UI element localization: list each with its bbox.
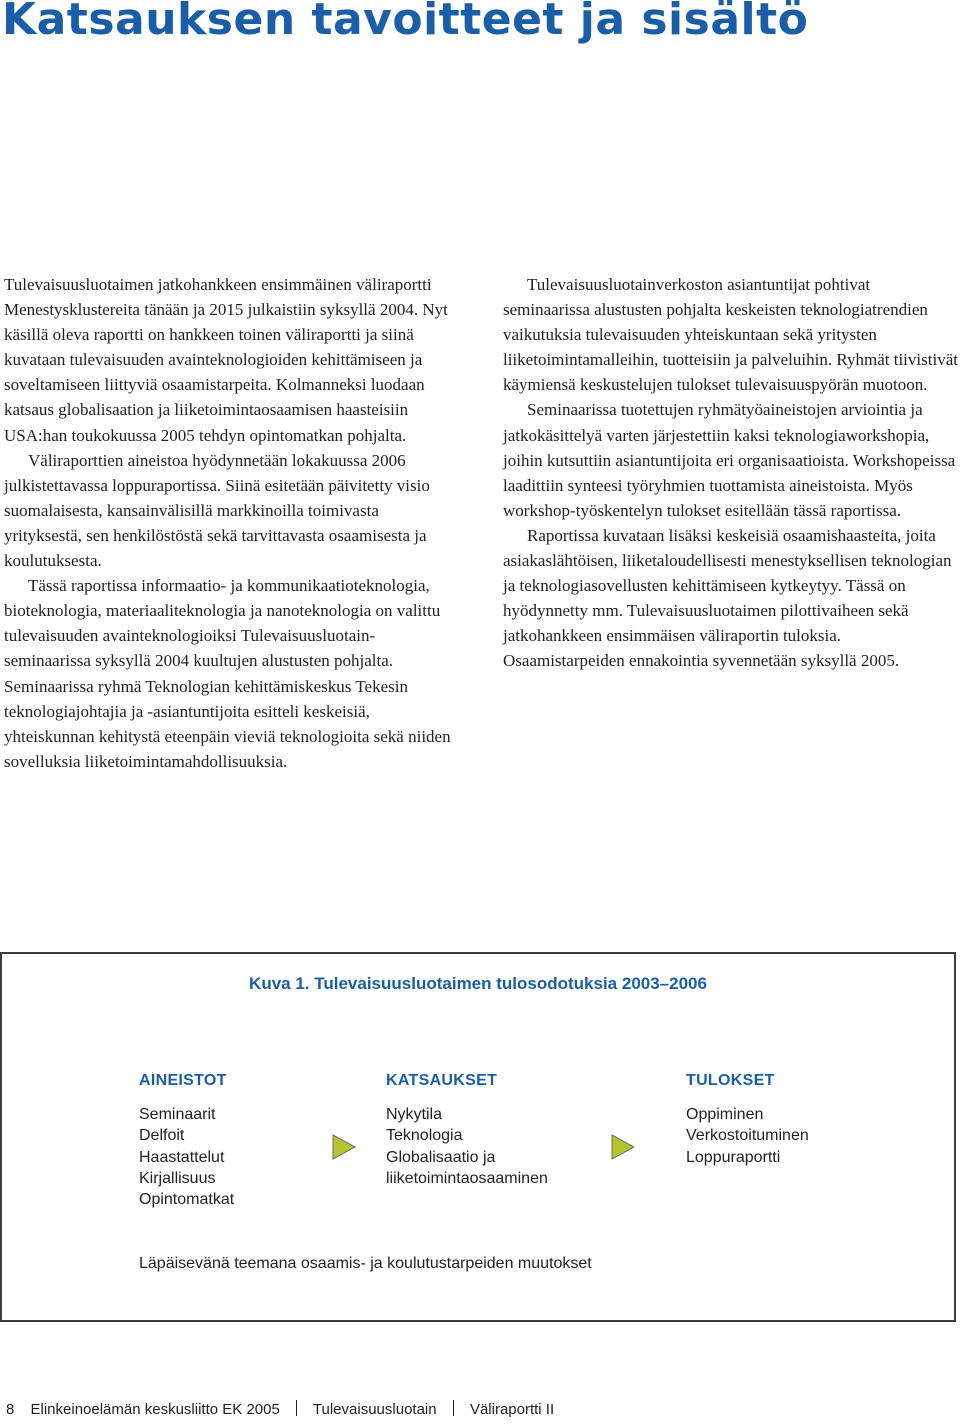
footer-series: Tulevaisuusluotain	[312, 1401, 437, 1418]
figure-column-katsaukset	[386, 1072, 548, 1189]
page-footer	[6, 1400, 554, 1418]
figure-footer-text: Läpäisevänä teemana osaamis- ja koulutustarpeiden muutokset	[139, 1255, 592, 1272]
figure-list-item: Verkostoituminen	[686, 1127, 809, 1145]
paragraph: Seminaarissa tuotettujen ryhmätyöaineistojen arviointia ja jatkokäsittelyä varten järjestettiin kaksi teknologiaworkshopia, joihin kutsuttiin asiantuntijoita eri organisaatioista. Workshopeissa laadittiin synteesi työryhmien tuottamista aineistoista. Myös workshop-työskentelyn tulokset esitellään tässä raportissa.	[503, 400, 956, 520]
paragraph: Tulevaisuusluotaimen jatkohankkeen ensimmäinen väliraportti Menestysklustereita tänään ja 2015 julkaistiin syksyllä 2004. Nyt käsillä oleva raportti on hankkeen toinen väliraportti ja siinä kuvataan tulevaisuuden avainteknologioiden kehittämiseen ja soveltamiseen liittyviä osaamistarpeita. Kolmanneksi luodaan katsaus globalisaation ja liiketoimintaosaamisen haasteisiin USA:han toukokuussa 2005 tehdyn opintomatkan pohjalta.	[4, 275, 448, 445]
figure-list-item: Nykytila	[386, 1106, 443, 1123]
paragraph: Tulevaisuusluotainverkoston asiantuntijat pohtivat seminaarissa alustusten pohjalta keskeisten teknologiatrendien vaikutuksia tulevaisuuden yhteiskuntaan sekä yritysten liiketoimintamalleihin, tuotteisiin ja palveluihin. Ryhmät tiivistivät käymiensä keskustelujen tulokset tulevaisuuspyörän muotoon.	[503, 275, 958, 395]
figure-list-item: Globalisaatio ja	[386, 1148, 496, 1166]
footer-separator	[296, 1400, 297, 1416]
figure-title: Kuva 1. Tulevaisuusluotaimen tulosodotuksia 2003–2006	[249, 974, 707, 993]
left-text-column	[4, 272, 459, 774]
paragraph: Väliraporttien aineistoa hyödynnetään lokakuussa 2006 julkistettavassa loppuraportissa. Siinä esitetään päivitetty visio suomalaisesta, kansainvälisillä markkinoilla toimivasta yrityksestä, sen henkilöstöstä sekä tarvittavasta osaamisesta ja koulutuksesta.	[4, 450, 430, 571]
arrow-right-icon	[332, 1134, 356, 1160]
figure-column-heading: KATSAUKSET	[386, 1072, 498, 1089]
figure-column-heading: TULOKSET	[686, 1072, 775, 1089]
arrow-shape	[612, 1135, 634, 1159]
page-title: Katsauksen tavoitteet ja sisältö	[2, 0, 809, 45]
footer-separator	[453, 1400, 454, 1416]
figure-list-item: Seminaarit	[139, 1106, 216, 1123]
figure-list-item: Teknologia	[386, 1127, 463, 1145]
figure-column-heading: AINEISTOT	[139, 1072, 227, 1089]
figure-list-item: Delfoit	[139, 1127, 185, 1145]
right-text-column	[503, 272, 958, 674]
footer-publisher: Elinkeinoelämän keskusliitto EK 2005	[30, 1401, 280, 1418]
figure-list-item: Oppiminen	[686, 1106, 764, 1123]
arrow-shape	[333, 1135, 355, 1159]
figure-list-item: liiketoimintaosaaminen	[386, 1169, 548, 1187]
paragraph: Tässä raportissa informaatio- ja kommunikaatioteknologia, bioteknologia, materiaaliteknologia ja nanoteknologia on valittu tulevaisuuden avainteknologioiksi Tulevaisuusluotain-seminaarissa syksyllä 2004 kuultujen alustusten pohjalta. Seminaarissa ryhmä Teknologian kehittämiskeskus Tekesin teknologiajohtajia ja -asiantuntijoita esitteli keskeisiä, yhteiskunnan kehitystä eteenpäin vieviä teknologioita sekä niiden sovelluksia liiketoimintamahdollisuuksia.	[4, 576, 451, 771]
figure-box	[0, 952, 956, 1322]
figure-list-item: Kirjallisuus	[139, 1169, 216, 1187]
figure-column-tulokset	[686, 1072, 809, 1168]
figure-list-item: Loppuraportti	[686, 1148, 781, 1166]
figure-column-aineistot	[139, 1072, 234, 1210]
figure-list-item: Opintomatkat	[139, 1191, 235, 1209]
page-number: 8	[6, 1401, 15, 1418]
figure-list-item: Haastattelut	[139, 1148, 225, 1166]
paragraph: Raportissa kuvataan lisäksi keskeisiä osaamishaasteita, joita asiakaslähtöisen, liiketaloudellisesti menestyksellisen teknologian ja teknologiasovellusten kehittämiseen kytkeytyy. Tässä on hyödynnetty mm. Tulevaisuusluotaimen pilottivaiheen sekä jatkohankkeen ensimmäisen väliraportin tuloksia. Osaamistarpeiden ennakointia syvennetään syksyllä 2005.	[503, 525, 952, 671]
arrow-right-icon	[611, 1134, 635, 1160]
footer-report: Väliraportti II	[469, 1401, 555, 1418]
